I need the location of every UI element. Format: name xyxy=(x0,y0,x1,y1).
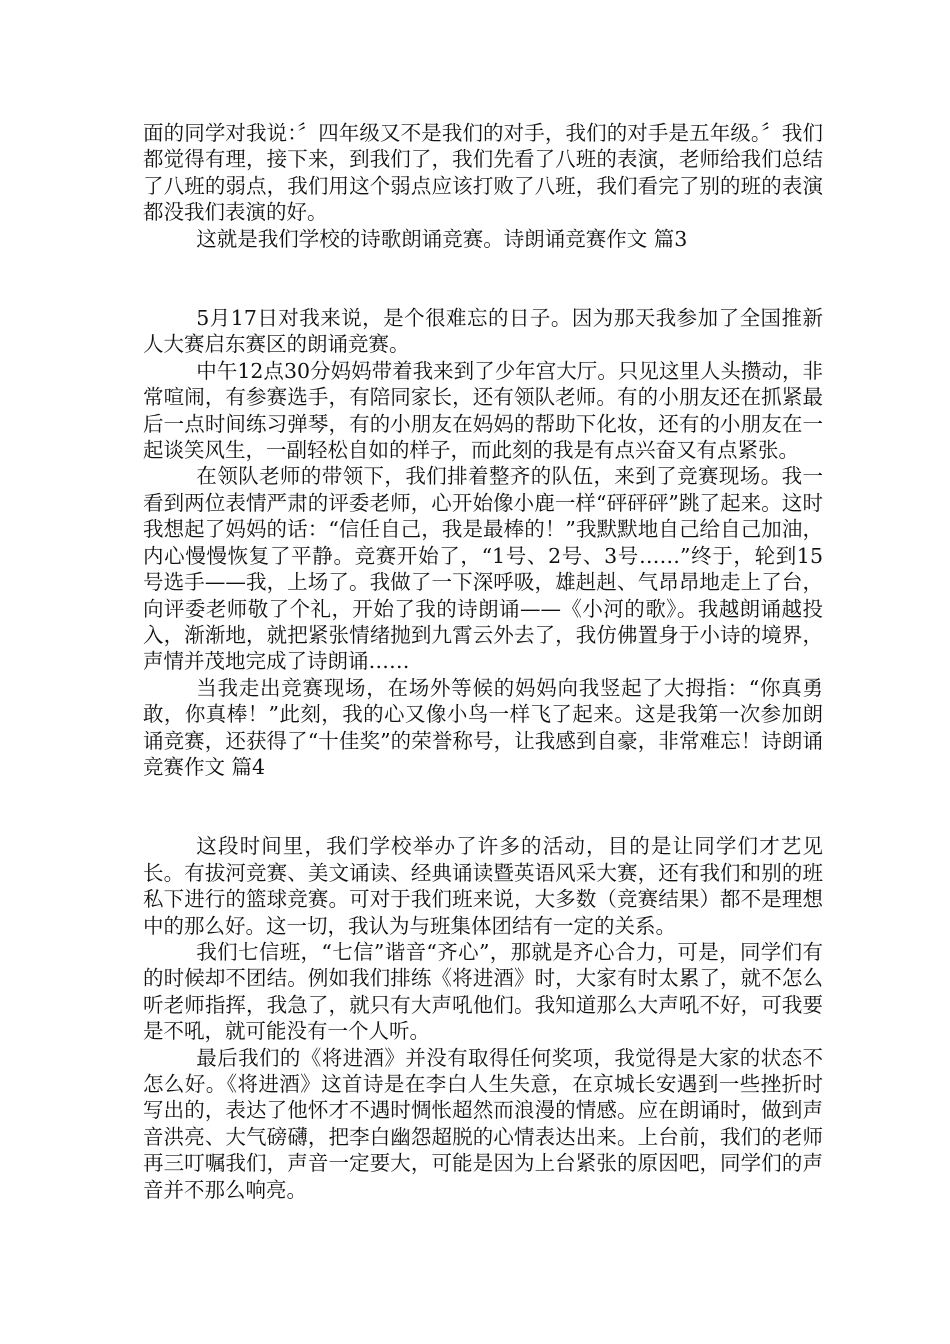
section-gap xyxy=(143,252,823,305)
paragraph-section3-2: 中午12点30分妈妈带着我来到了少年宫大厅。只见这里人头攒动，非常喧闹，有参赛选手，有陪同家长，还有领队老师。有的小朋友还在抓紧最后一点时间练习弹琴，有的小朋友在妈妈的帮助下化妆，还有的小朋友在一起谈笑风生，一副轻松自如的样子，而此刻的我是有点兴奋又有点紧张。 xyxy=(143,358,823,463)
document-page xyxy=(143,120,823,1203)
paragraph-section3-4: 当我走出竞赛现场，在场外等候的妈妈向我竖起了大拇指：“你真勇敢，你真棒！”此刻，我的心又像小鸟一样飞了起来。这是我第一次参加朗诵竞赛，还获得了“十佳奖”的荣誉称号，让我感到自豪，非常难忘！诗朗诵竞赛作文 篇4 xyxy=(143,675,823,779)
paragraph-section2-tail-1: 面的同学对我说：〞四年级又不是我们的对手，我们的对手是五年级。〞我们都觉得有理，接下来，到我们了，我们先看了八班的表演，老师给我们总结了八班的弱点，我们用这个弱点应该打败了八班，我们看完了别的班的表演都没我们表演的好。 xyxy=(143,121,823,225)
paragraph-section4-1: 这段时间里，我们学校举办了许多的活动，目的是让同学们才艺见长。有拔河竞赛、美文诵读、经典诵读暨英语风采大赛，还有我们和别的班私下进行的篮球竞赛。可对于我们班来说，大多数（竞赛结果）都不是理想中的那么好。这一切，我认为与班集体团结有一定的关系。 xyxy=(143,834,823,938)
paragraph-section4-2: 我们七信班，“七信”谐音“齐心”，那就是齐心合力，可是，同学们有的时候却不团结。例如我们排练《将进酒》时，大家有时太累了，就不怎么听老师指挥，我急了，就只有大声吼他们。我知道那么大声吼不好，可我要是不吼，就可能没有一个人听。 xyxy=(143,939,823,1044)
paragraph-section3-3: 在领队老师的带领下，我们排着整齐的队伍，来到了竞赛现场。我一看到两位表情严肃的评委老师，心开始像小鹿一样“砰砰砰”跳了起来。这时我想起了妈妈的话：“信任自己，我是最棒的！”我默默地自己给自己加油，内心慢慢恢复了平静。竞赛开始了，“1号、2号、3号……”终于，轮到15号选手——我，上场了。我做了一下深呼吸，雄赳赳、气昂昂地走上了台，向评委老师敬了个礼，开始了我的诗朗诵——《小河的歌》。我越朗诵越投入，渐渐地，就把紧张情绪抛到九霄云外去了，我仿佛置身于小诗的境界，声情并茂地完成了诗朗诵…… xyxy=(143,464,823,674)
paragraph-section4-3: 最后我们的《将进酒》并没有取得任何奖项，我觉得是大家的状态不怎么好。《将进酒》这首诗是在李白人生失意，在京城长安遇到一些挫折时写出的，表达了他怀才不遇时惆怅超然而浪漫的情感。应在朗诵时，做到声音洪亮、大气磅礴，把李白幽怨超脱的心情表达出来。上台前，我们的老师再三叮嘱我们，声音一定要大，可能是因为上台紧张的原因吧，同学们的声音并不那么响亮。 xyxy=(143,1045,823,1202)
paragraph-section2-tail-2: 这就是我们学校的诗歌朗诵竞赛。诗朗诵竞赛作文 篇3 xyxy=(196,226,688,251)
section-gap xyxy=(143,780,823,833)
paragraph-section3-1: 5月17日对我来说，是个很难忘的日子。因为那天我参加了全国推新人大赛启东赛区的朗诵竞赛。 xyxy=(143,306,823,357)
